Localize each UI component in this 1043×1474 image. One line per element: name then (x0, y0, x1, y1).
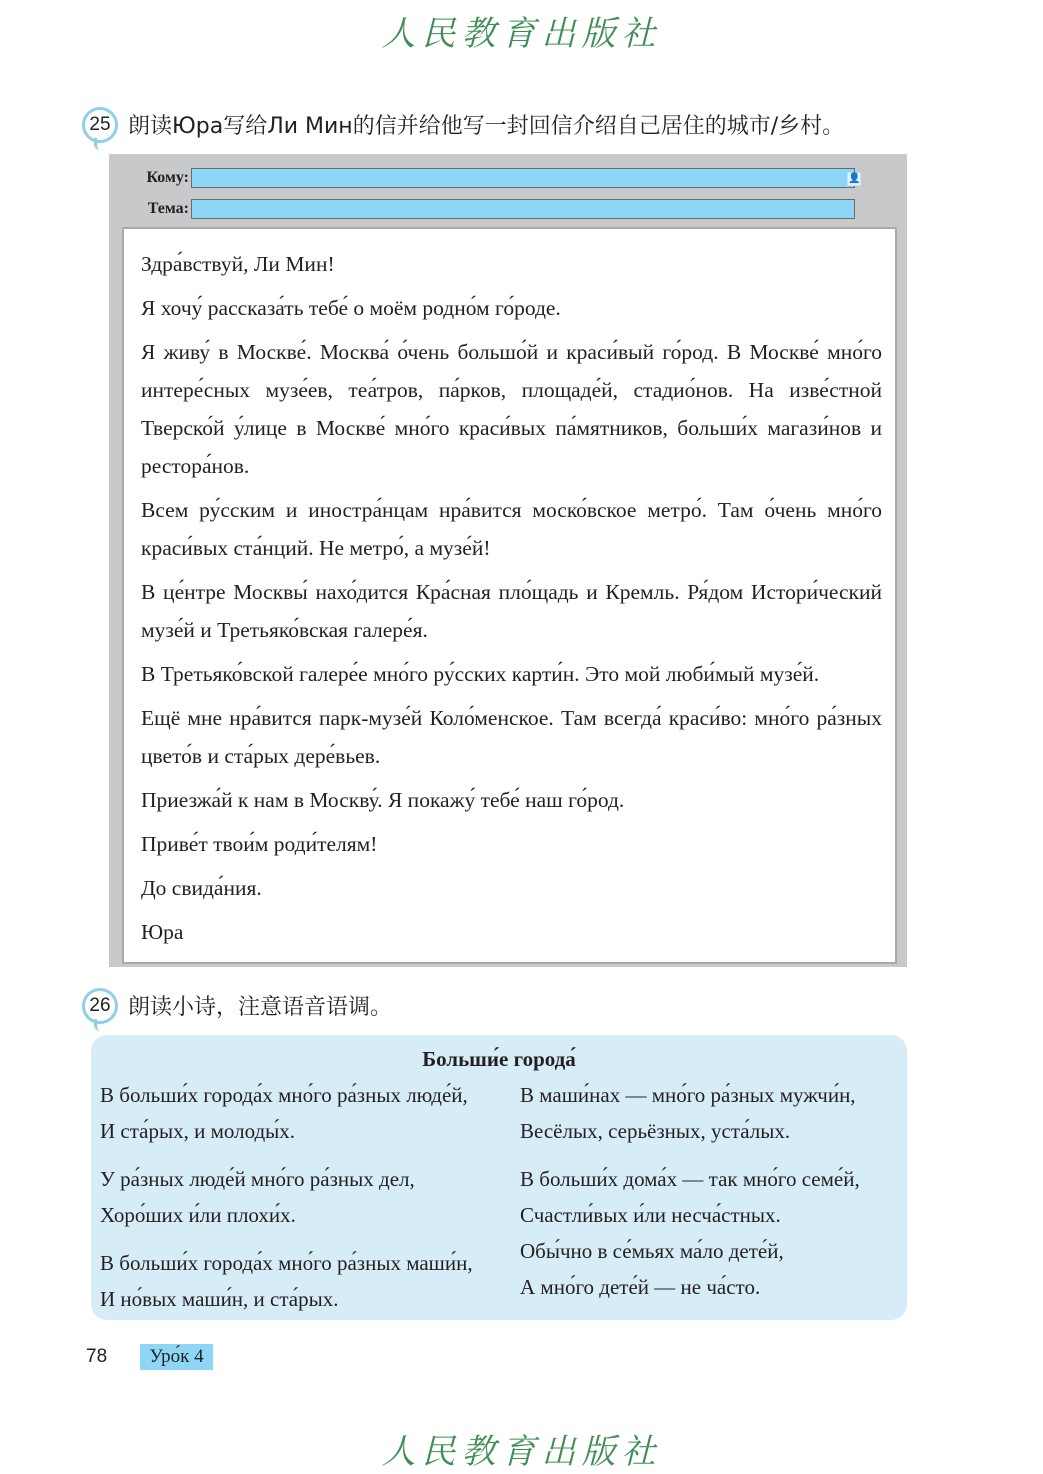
to-input[interactable] (191, 168, 855, 188)
letter-paragraph: Приве́т твои́м роди́телям! (141, 832, 378, 856)
task-instruction: 朗读Юра写给Ли Мин的信并给他写一封回信介绍自己居住的城市/乡村。 (128, 114, 845, 139)
letter-paragraph: В Третьяко́вской галере́е мно́го ру́сских карти́н. Это мой люби́мый музе́й. (141, 662, 820, 686)
poem-line: Счастли́вых и́ли несча́стных. (520, 1203, 781, 1227)
poem-stanza (100, 1161, 510, 1233)
poem-stanza (100, 1077, 510, 1149)
publisher-logo-bottom: 人民教育出版社 (381, 1432, 662, 1472)
to-label: Кому: (146, 169, 189, 186)
poem-box (91, 1035, 907, 1320)
letter-body-area[interactable] (122, 227, 897, 964)
letter-paragraph: Я живу́ в Москве́. Москва́ о́чень большо́й и краси́вый го́род. В Москве́ мно́го интере́сных музе́ев, теа́тров, па́рков, площаде́й, стадио́нов. На изве́стной Тверско́й у́лице в Москве́ мно́го краси́вых па́мятников, больши́х магази́нов и рестора́нов. (141, 340, 882, 478)
letter-text (141, 245, 882, 957)
lesson-badge: Уро́к 4 (140, 1344, 213, 1370)
letter-paragraph: Приезжа́й к нам в Москву́. Я покажу́ тебе́ наш го́род. (141, 788, 625, 812)
poem-line: В больши́х дома́х — так мно́го семе́й, (520, 1167, 860, 1191)
poem-line: И ста́рых, и молоды́х. (100, 1119, 296, 1143)
poem-line: И но́вых маши́н, и ста́рых. (100, 1287, 339, 1311)
subject-label: Тема: (147, 200, 189, 217)
subject-field-row (109, 197, 907, 221)
letter-paragraph: Я хочу́ рассказа́ть тебе́ о моём родно́м го́роде. (141, 296, 561, 320)
poem-line: Хоро́ших и́ли плохи́х. (100, 1203, 296, 1227)
letter-paragraph: Всем ру́сским и иностра́нцам нра́вится моско́вское метро́. Там о́чень мно́го краси́вых ста́нций. Не метро́, а музе́й! (141, 498, 882, 560)
page-number: 78 (86, 1346, 108, 1367)
to-field-row (109, 166, 907, 190)
contact-icon[interactable]: 👤 (848, 173, 861, 184)
poem-column-right (520, 1077, 900, 1317)
letter-signature: Юра (141, 920, 184, 944)
poem-title: Больши́е города́ (422, 1047, 576, 1071)
poem-stanza (100, 1245, 510, 1317)
task-number-badge: 26 (82, 988, 118, 1024)
task-instruction: 朗读小诗，注意语音语调。 (128, 995, 393, 1020)
poem-line: Обы́чно в се́мьях ма́ло дете́й, (520, 1239, 784, 1263)
subject-input[interactable] (191, 199, 855, 219)
poem-stanza (520, 1077, 900, 1149)
poem-stanza (520, 1161, 900, 1305)
poem-column-left (100, 1077, 510, 1329)
letter-paragraph: Здра́вствуй, Ли Мин! (141, 252, 335, 276)
poem-line: В больши́х города́х мно́го ра́зных люде́й, (100, 1083, 468, 1107)
poem-line: В больши́х города́х мно́го ра́зных маши́н, (100, 1251, 473, 1275)
poem-line: У ра́зных люде́й мно́го ра́зных дел, (100, 1167, 415, 1191)
publisher-logo-top: 人民教育出版社 (381, 14, 662, 54)
task-number-badge: 25 (82, 107, 118, 143)
poem-line: Весёлых, серьёзных, уста́лых. (520, 1119, 791, 1143)
letter-paragraph: До свида́ния. (141, 876, 262, 900)
letter-paragraph: Ещё мне нра́вится парк-музе́й Коло́менское. Там всегда́ краси́во: мно́го ра́зных цвето́в и ста́рых дере́вьев. (141, 706, 882, 768)
letter-paragraph: В це́нтре Москвы́ нахо́дится Кра́сная пло́щадь и Кремль. Ря́дом Истори́ческий музе́й и Третьяко́вская галере́я. (141, 580, 882, 642)
poem-line: В маши́нах — мно́го ра́зных мужчи́н, (520, 1083, 856, 1107)
poem-line: А мно́го дете́й — не ча́сто. (520, 1275, 761, 1299)
